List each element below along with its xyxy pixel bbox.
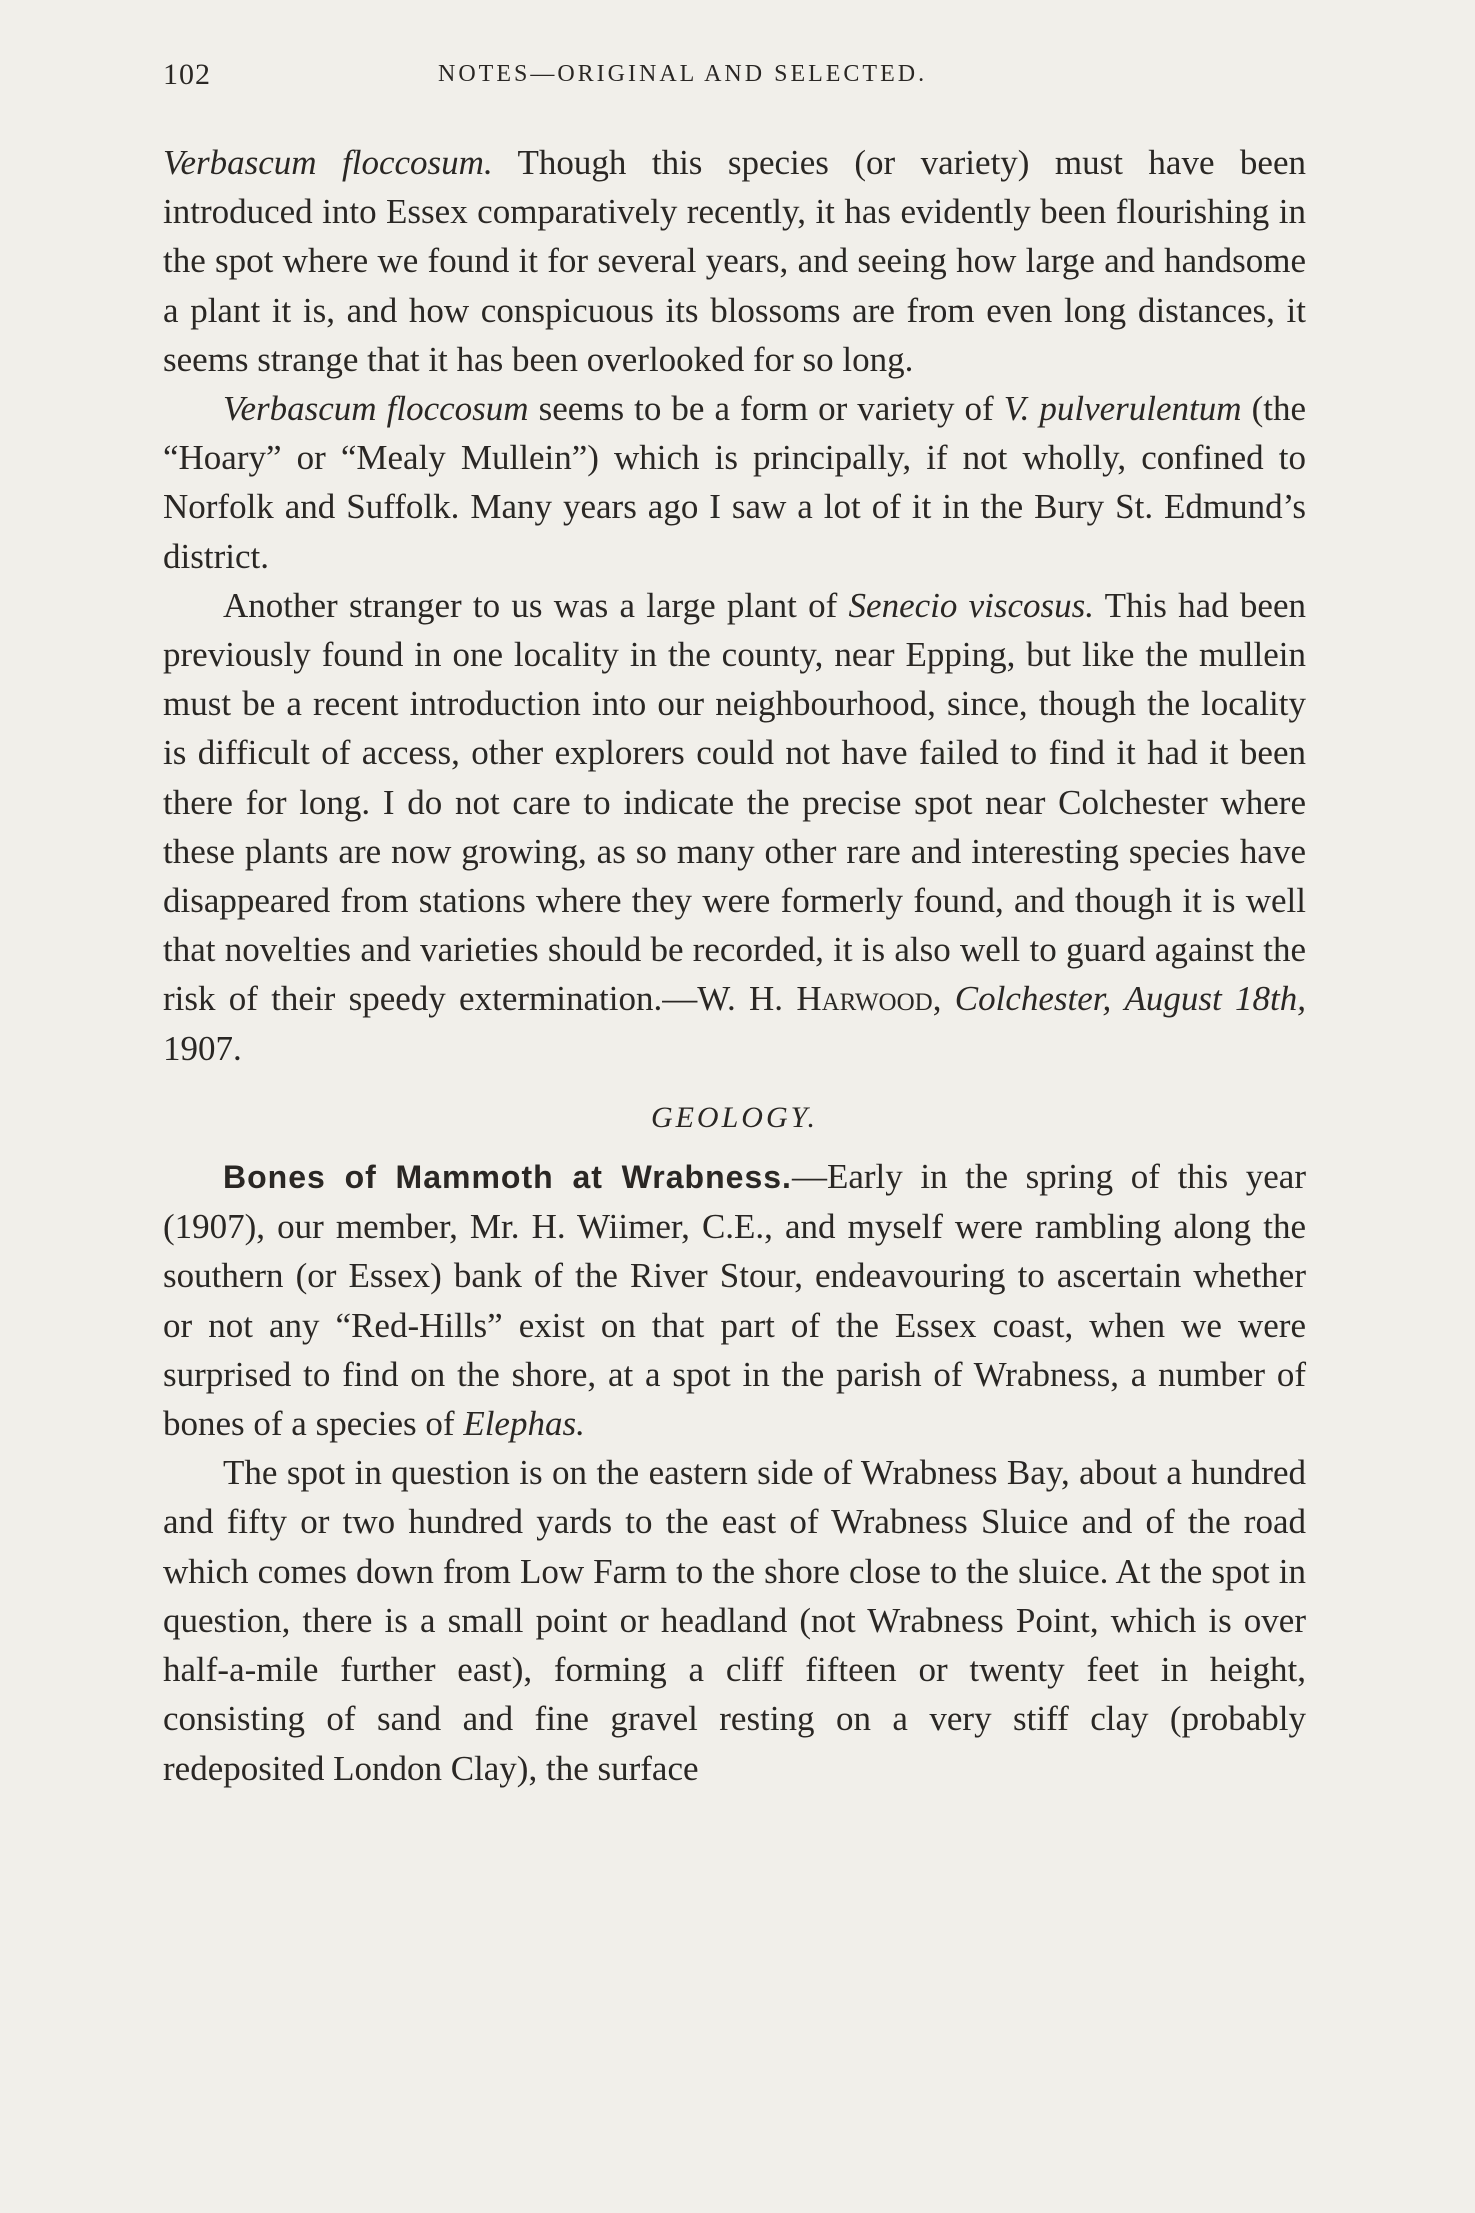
- taxon-name: Senecio viscosus.: [848, 585, 1095, 625]
- paragraph-location: The spot in question is on the eastern side of Wrabness Bay, about a hundred and fifty or two hundred yards to the east of Wrabness Sluice and of the road which comes down from Low Farm to the shore close to the sluice. At the spot in question, there is a small point or headland (not Wrabness Point, which is over half-a-mile further east), forming a cliff fifteen or twenty feet in height, consisting of sand and fine gravel resting on a very stiff clay (probably redeposited London Clay), the surface: [163, 1453, 1306, 1788]
- author-place: Colchester,: [954, 979, 1112, 1019]
- taxon-name: V. pulverulentum: [1003, 389, 1242, 429]
- paragraph-text: —Early in the spring of this year (1907), our member, Mr. H. Wiimer, C.E., and myself were rambling along the southern (or Essex) bank of the River Stour, endeavouring to ascertain whether or not any “Red-Hills” exist on that part of the Essex coast, when we were surprised to find on the shore, at a spot in the parish of Wrabness, a number of bones of a species of: [163, 1157, 1306, 1444]
- paragraph-senecio: Another stranger to us was a large plant of Senecio viscosus. This had been previously found in one locality in the county, near Epping, but like the mullein must be a recent introduction into our neighbourhood, since, though the locality is difficult of access, other explorers could not have failed to find it had it been there for long. I do not care to indicate the precise spot near Colchester where these plants are now growing, as so many other rare and interesting species have disappeared from stations where they were formerly found, and though it is well that novelties and varieties should be recorded, it is also well to guard against the risk of their speedy extermination.—W. H. Harwood, Colchester, August 18th, 1907.: [163, 585, 1307, 1068]
- author-year: 1907.: [163, 1028, 242, 1068]
- page-number: 102: [163, 58, 211, 91]
- author-name: Harwood: [796, 979, 933, 1019]
- taxon-name: Elephas.: [463, 1404, 585, 1444]
- paragraph-text: Another stranger to us was a large plant of: [223, 585, 849, 625]
- paragraph-lead-title: Bones of Mammoth at Wrabness.: [223, 1159, 792, 1196]
- page-header: [163, 58, 1306, 98]
- taxon-name: Verbascum floccosum.: [163, 143, 493, 182]
- paragraph-text: seems to be a form or variety of: [528, 389, 1004, 429]
- paragraph-text: Though this species (or variety) must have been introduced into Essex comparatively recently, it has evidently been flourishing in the spot where we found it for several years, and seeing how large and handsome a plant it is, and how conspicuous its blossoms are from even long distances, it seems strange that it has been overlooked for so long.: [163, 143, 1306, 379]
- running-title: NOTES—ORIGINAL AND SELECTED.: [438, 61, 928, 87]
- paragraph-text: (the “Hoary” or “Mealy Mullein”) which is principally, if not wholly, confined to Norfolk and Suffolk. Many years ago I saw a lot of it in the Bury St. Edmund’s district.: [163, 389, 1306, 576]
- author-date: August 18th,: [1124, 979, 1307, 1019]
- article-body: [163, 138, 1306, 1793]
- taxon-name: Verbascum floccosum: [223, 389, 529, 429]
- paragraph-text: This had been previously found in one locality in the county, near Epping, but like the mullein must be a recent introduction into our neighbourhood, since, though the locality is difficult of access, other explorers could not have failed to find it had it been there for long. I do not care to indicate the precise spot near Colchester where these plants are now growing, as so many other rare and interesting species have disappeared from stations where they were formerly found, and though it is well that novelties and varieties should be recorded, it is also well to guard against the risk of their speedy extermination.—W. H.: [163, 585, 1307, 1019]
- paragraph-mammoth: [163, 1152, 1306, 1448]
- paragraph-verbascum-variety: [163, 384, 1306, 581]
- paragraph-verbascum: [163, 138, 1306, 384]
- section-heading: GEOLOGY.: [650, 1100, 819, 1134]
